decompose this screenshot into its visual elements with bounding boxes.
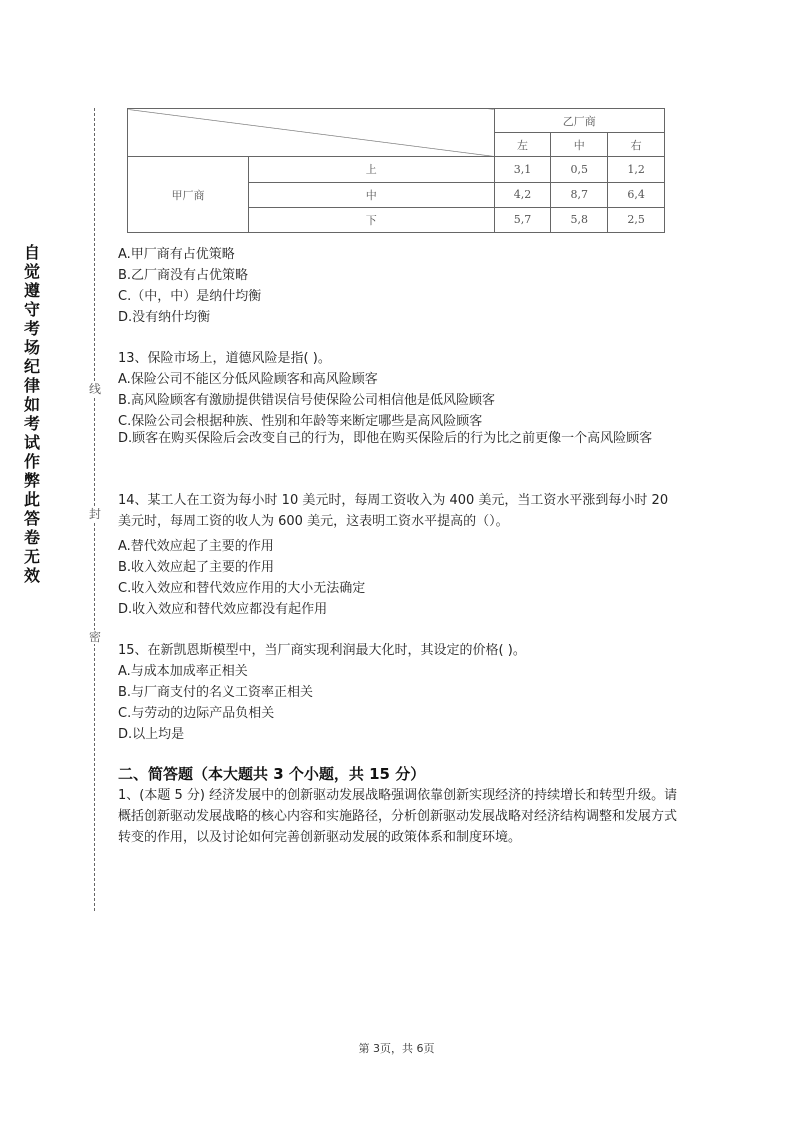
q13-option-a: A.保险公司不能区分低风险顾客和高风险顾客 <box>118 372 378 387</box>
payoff-cell: 2,5 <box>608 207 665 232</box>
payoff-cell: 6,4 <box>608 182 665 207</box>
q14-stem: 14、某工人在工资为每小时 10 美元时，每周工资收入为 400 美元，当工资水平涨到每小时 20 美元时，每周工资的收人为 600 美元，这表明工资水平提高的（）。 <box>118 493 669 529</box>
q13-option-b: B.高风险顾客有激励提供错误信号使保险公司相信他是低风险顾客 <box>118 393 496 408</box>
page-number-footer: 第 3页，共 6页 <box>358 1042 435 1055</box>
q15-option-c: C.与劳动的边际产品负相关 <box>118 706 275 721</box>
payoff-cell: 1,2 <box>608 157 665 182</box>
row-strategy-header: 中 <box>249 182 495 207</box>
q12-option-c: C.（中，中）是纳什均衡 <box>118 289 262 304</box>
binding-mark-mi: 密 <box>86 630 104 644</box>
short-answer-q1: 1、(本题 5 分) 经济发展中的创新驱动发展战略强调依靠创新实现经济的持续增长和转型升级。请概括创新驱动发展战略的核心内容和实施路径，分析创新驱动发展战略对经济结构调整和发展方式转变的作用，以及讨论如何完善创新驱动发展的政策体系和制度环境。 <box>118 788 678 845</box>
q13-stem: 13、保险市场上，道德风险是指( )。 <box>118 351 331 366</box>
q12-option-a: A.甲厂商有占优策略 <box>118 247 235 262</box>
q12-option-b: B.乙厂商没有占优策略 <box>118 268 249 283</box>
col-player-header: 乙厂商 <box>494 109 664 133</box>
q13-option-c: C.保险公司会根据种族、性别和年龄等来断定哪些是高风险顾客 <box>118 414 483 429</box>
payoff-cell: 5,8 <box>551 207 608 232</box>
q15-option-a: A.与成本加成率正相关 <box>118 664 248 679</box>
q14-option-b: B.收入效应起了主要的作用 <box>118 560 275 575</box>
row-player-header: 甲厂商 <box>128 157 249 233</box>
table-corner-diagonal <box>128 109 495 157</box>
col-strategy-header: 右 <box>608 133 665 157</box>
q15-option-b: B.与厂商支付的名义工资率正相关 <box>118 685 314 700</box>
payoff-cell: 4,2 <box>494 182 551 207</box>
binding-mark-feng: 封 <box>86 507 104 521</box>
payoff-cell: 0,5 <box>551 157 608 182</box>
payoff-table <box>127 108 665 233</box>
col-strategy-header: 中 <box>551 133 608 157</box>
payoff-cell: 3,1 <box>494 157 551 182</box>
q15-option-d: D.以上均是 <box>118 727 185 742</box>
q14-option-d: D.收入效应和替代效应都没有起作用 <box>118 602 328 617</box>
section-title-short-answer: 二、简答题（本大题共 3 个小题，共 15 分） <box>118 765 426 783</box>
payoff-cell: 8,7 <box>551 182 608 207</box>
row-strategy-header: 上 <box>249 157 495 182</box>
exam-discipline-notice: 自觉遵守考场纪律如考试作弊此答卷无效 <box>23 243 40 585</box>
q13-option-d: D.顾客在购买保险后会改变自己的行为，即他在购买保险后的行为比之前更像一个高风险顾客 <box>118 431 653 446</box>
q14-option-c: C.收入效应和替代效应作用的大小无法确定 <box>118 581 366 596</box>
q12-option-d: D.没有纳什均衡 <box>118 310 211 325</box>
binding-mark-xian: 线 <box>86 382 104 396</box>
row-strategy-header: 下 <box>249 207 495 232</box>
q14-option-a: A.替代效应起了主要的作用 <box>118 539 274 554</box>
col-strategy-header: 左 <box>494 133 551 157</box>
q15-stem: 15、在新凯恩斯模型中，当厂商实现利润最大化时，其设定的价格( )。 <box>118 643 526 658</box>
payoff-cell: 5,7 <box>494 207 551 232</box>
